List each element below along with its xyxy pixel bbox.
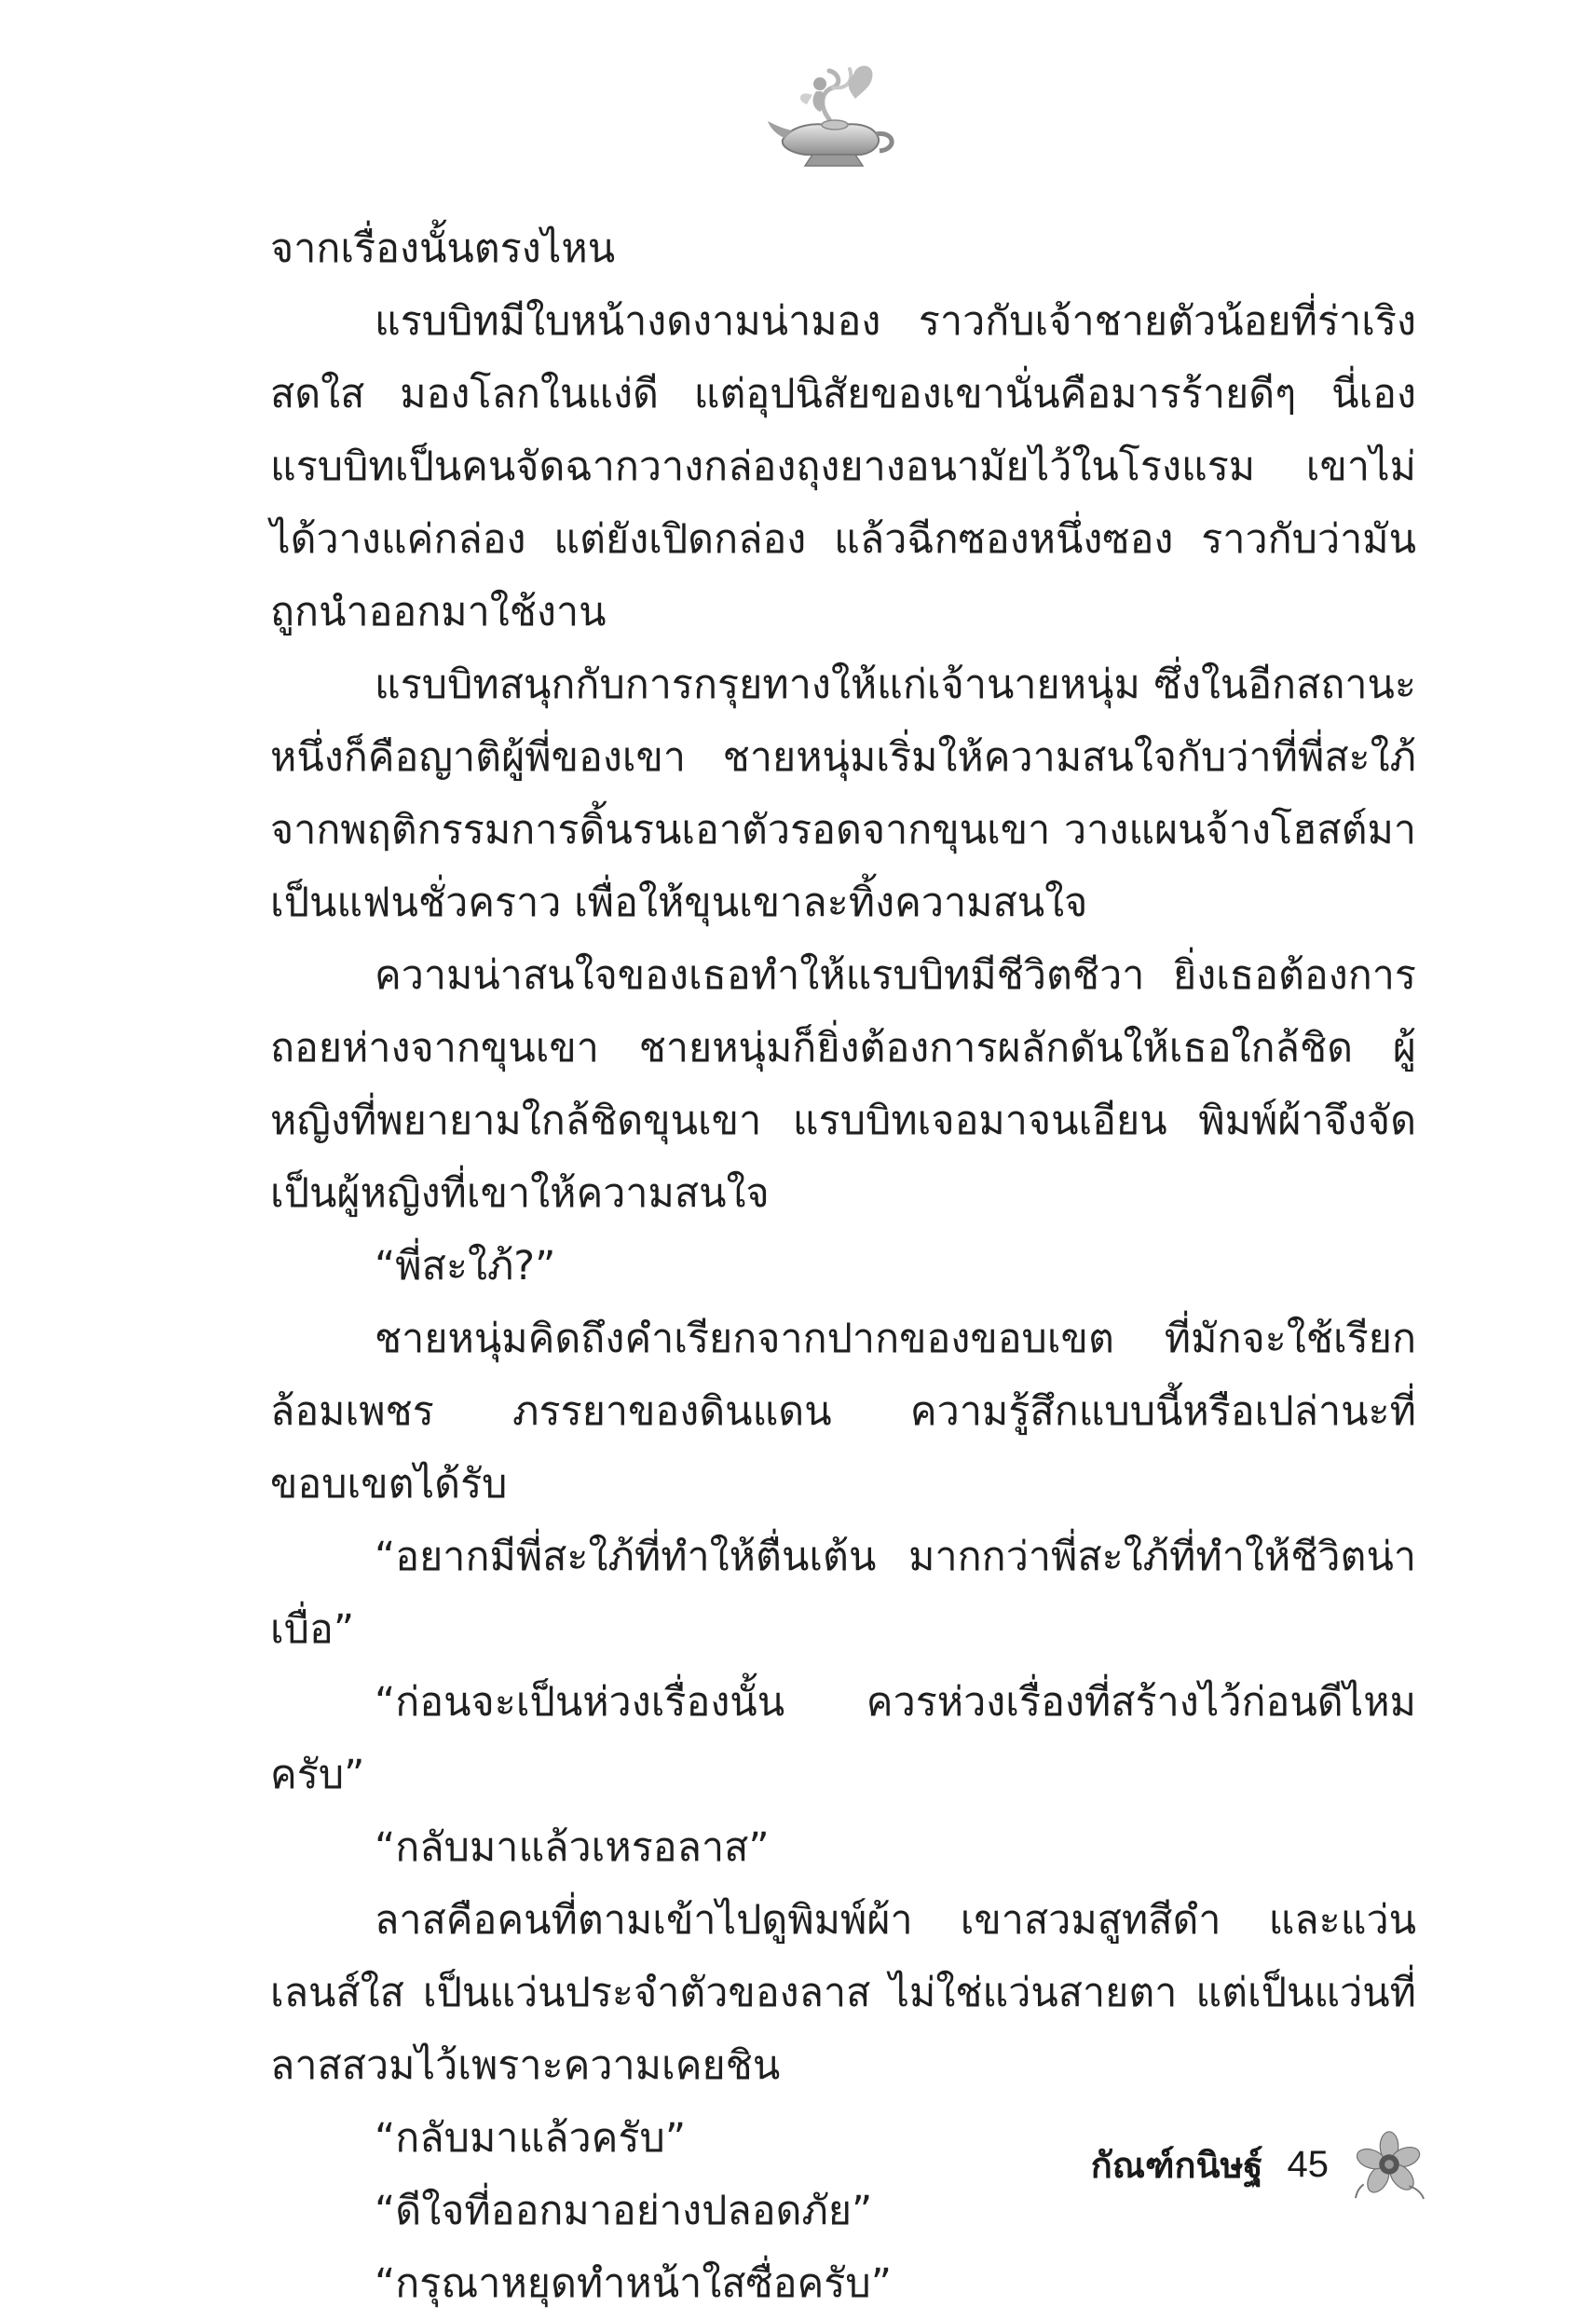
genie-lamp-icon xyxy=(764,47,904,186)
dialogue-line: “ดีใจที่ออกมาอย่างปลอดภัย” xyxy=(375,2188,873,2234)
paragraph: ความน่าสนใจของเธอทำให้แรบบิทมีชีวิตชีวา ยิ่งเธอต้องการถอยห่างจากขุนเขา ชายหนุ่มก็ยิ่งต้องการผลักดันให้เธอใกล้ชิด ผู้หญิงที่พยายามใกล้ชิดขุนเขา แรบบิทเจอมาจนเอียน พิมพ์ผ้าจึงจัดเป็นผู้หญิงที่เขาให้ความสนใจ xyxy=(270,952,1416,1217)
book-title: กัณฑ์กนิษฐ์ xyxy=(1090,2144,1263,2186)
paragraph: ลาสคือคนที่ตามเข้าไปดูพิมพ์ผ้า เขาสวมสูทสีดำ และแว่นเลนส์ใส เป็นแว่นประจำตัวของลาส ไม่ใช่แว่นสายตา แต่เป็นแว่นที่ลาสสวมไว้เพราะความเคยชิน xyxy=(270,1897,1416,2089)
dialogue-line: “อยากมีพี่สะใภ้ที่ทำให้ตื่นเต้น มากกว่าพี่สะใภ้ที่ทำให้ชีวิตน่าเบื่อ” xyxy=(270,1534,1416,1653)
paragraph: แรบบิทมีใบหน้างดงามน่ามอง ราวกับเจ้าชายตัวน้อยที่ร่าเริงสดใส มองโลกในแง่ดี แต่อุปนิสัยของเขานั่นคือมารร้ายดีๆ นี่เอง แรบบิทเป็นคนจัดฉากวางกล่องถุงยางอนามัยไว้ในโรงแรม เขาไม่ได้วางแค่กล่อง แต่ยังเปิดกล่อง แล้วฉีกซองหนึ่งซอง ราวกับว่ามันถูกนำออกมาใช้งาน xyxy=(270,298,1416,635)
body-text xyxy=(270,212,1416,2320)
dialogue-line: “กลับมาแล้วเหรอลาส” xyxy=(375,1824,770,1871)
paragraph: แรบบิทสนุกกับการกรุยทางให้แก่เจ้านายหนุ่ม ซึ่งในอีกสถานะหนึ่งก็คือญาติผู้พี่ของเขา ชายหนุ่มเริ่มให้ความสนใจกับว่าที่พี่สะใภ้จากพฤติกรรมการดิ้นรนเอาตัวรอดจากขุนเขา วางแผนจ้างโฮสต์มาเป็นแฟนชั่วคราว เพื่อให้ขุนเขาละทิ้งความสนใจ xyxy=(270,662,1416,926)
dialogue-line: “กรุณาหยุดทำหน้าใสซื่อครับ” xyxy=(375,2260,892,2307)
page-number: 45 xyxy=(1287,2143,1329,2185)
paragraph: ชายหนุ่มคิดถึงคำเรียกจากปากของขอบเขต ที่มักจะใช้เรียกล้อมเพชร ภรรยาของดินแดน ความรู้สึกแบบนี้หรือเปล่านะที่ขอบเขตได้รับ xyxy=(270,1316,1416,1508)
dialogue-line: “ก่อนจะเป็นห่วงเรื่องนั้น ควรห่วงเรื่องที่สร้างไว้ก่อนดีไหมครับ” xyxy=(270,1679,1416,1798)
page-footer xyxy=(1071,2122,1425,2206)
paragraph: จากเรื่องนั้นตรงไหน xyxy=(270,225,616,272)
dialogue-line: “พี่สะใภ้?” xyxy=(375,1243,556,1290)
flower-icon xyxy=(1353,2128,1425,2201)
dialogue-line: “กลับมาแล้วครับ” xyxy=(375,2115,687,2162)
